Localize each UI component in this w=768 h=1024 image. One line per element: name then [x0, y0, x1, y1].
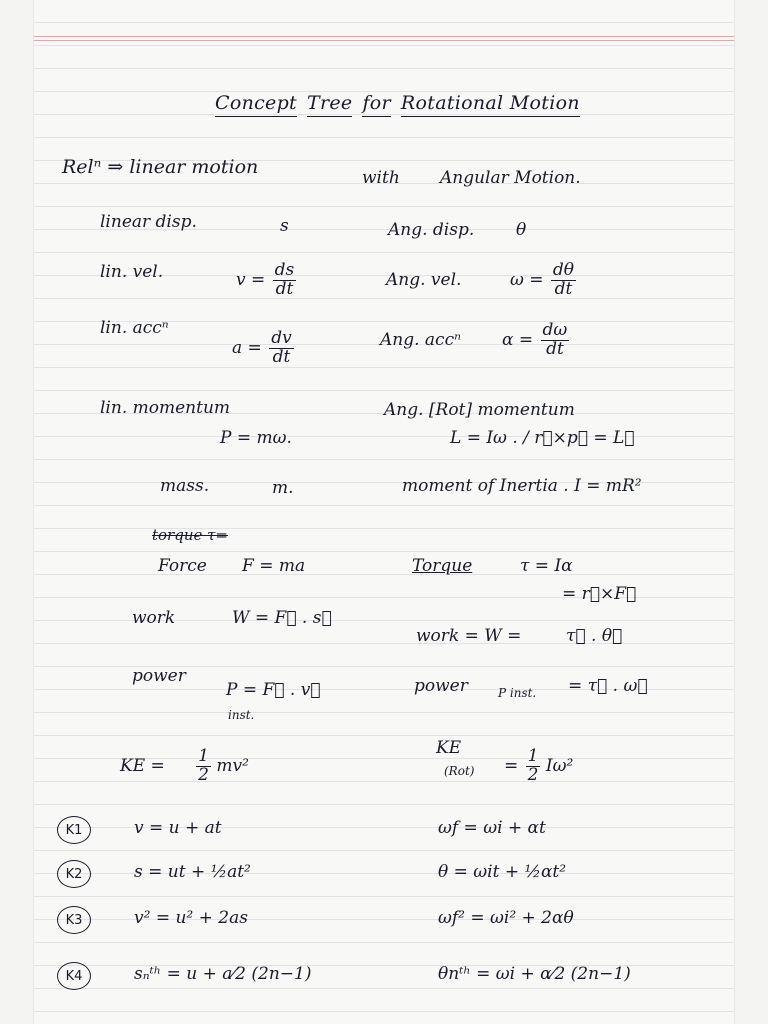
work-value: W = F⃗ . s⃗	[232, 608, 332, 628]
power-sub: inst.	[228, 708, 255, 722]
linear-disp-value: s	[280, 216, 289, 236]
kinematic-angular: θ = ωit + ½αt²	[438, 862, 567, 882]
lin-vel-label: lin. vel.	[100, 262, 164, 282]
rot-power-value: = τ⃗ . ω⃗	[568, 676, 648, 696]
lin-vel-lhs: v =	[236, 269, 266, 290]
kinematic-angular: ωf = ωi + αt	[438, 818, 546, 838]
ang-acc-eq	[502, 322, 569, 359]
numerator: 1	[198, 746, 209, 766]
lin-vel-eq	[236, 262, 296, 299]
ang-momentum-value: L = Iω . / r⃗×p⃗ = L⃗	[450, 428, 635, 448]
ang-acc-fraction	[541, 322, 570, 359]
kinematic-linear: s = ut + ½at²	[134, 862, 251, 882]
margin-line	[34, 40, 734, 41]
header-right: Angular Motion.	[440, 168, 581, 188]
denominator: dt	[546, 338, 564, 359]
numerator: dω	[542, 320, 568, 340]
mass-label: mass.	[160, 476, 210, 496]
struck-torque: torque τ=	[152, 526, 229, 544]
numerator: 1	[527, 746, 539, 766]
ke-rest: mv²	[216, 755, 249, 776]
title-word: Concept	[215, 92, 297, 117]
ang-vel-fraction	[551, 262, 576, 299]
rot-ke-rest: Iω²	[545, 755, 574, 776]
kinematic-tag: K1	[57, 816, 91, 844]
lin-acc-fraction	[269, 330, 294, 367]
ke-eq	[120, 748, 249, 785]
lin-vel-fraction	[273, 262, 297, 299]
rot-ke-fraction	[526, 748, 541, 785]
kinematic-linear: v = u + at	[134, 818, 222, 838]
numerator: ds	[274, 260, 295, 280]
lin-acc-label: lin. accⁿ	[100, 318, 169, 338]
kinematic-linear: sₙᵗʰ = u + a⁄2 (2n−1)	[134, 964, 312, 984]
rot-ke-lhs: KE	[436, 738, 462, 758]
kinematic-angular: ωf² = ωi² + 2αθ	[438, 908, 574, 928]
denominator: 2	[198, 764, 209, 785]
kinematic-tag: K2	[57, 860, 91, 888]
kinematic-tag: K4	[57, 962, 91, 990]
ang-disp-label: Ang. disp.	[388, 220, 475, 240]
lin-momentum-label: lin. momentum	[100, 398, 231, 418]
ang-momentum-label: Ang. [Rot] momentum	[384, 400, 575, 420]
denominator: 2	[527, 764, 539, 785]
rot-ke-eq	[504, 748, 573, 785]
kinematic-tag: K3	[57, 906, 91, 934]
lin-acc-eq	[232, 330, 294, 367]
title-word: Rotational Motion	[401, 92, 580, 117]
ang-disp-value: θ	[516, 220, 527, 240]
denominator: dt	[275, 278, 294, 299]
kinematic-angular: θnᵗʰ = ωi + α⁄2 (2n−1)	[438, 964, 631, 984]
ang-acc-label: Ang. accⁿ	[380, 330, 461, 350]
force-label: Force	[158, 556, 207, 576]
rot-work-label: work = W =	[416, 626, 522, 646]
denominator: dt	[272, 346, 291, 367]
ang-vel-lhs: ω =	[510, 269, 544, 290]
title-word: for	[362, 92, 390, 117]
ang-vel-eq	[510, 262, 576, 299]
lin-momentum-value: P = mω.	[220, 428, 292, 448]
rot-power-label: power	[414, 676, 468, 696]
ke-fraction	[196, 748, 211, 785]
ang-vel-label: Ang. vel.	[386, 270, 462, 290]
torque-label: Torque	[412, 556, 473, 576]
power-label: power	[132, 666, 186, 686]
ang-acc-lhs: α =	[502, 329, 534, 350]
margin-line	[34, 36, 734, 37]
torque-cross: = r⃗×F⃗	[562, 584, 637, 604]
page-title	[215, 92, 590, 114]
linear-disp-label: linear disp.	[100, 212, 197, 232]
header-mid: with	[362, 168, 400, 188]
kinematic-linear: v² = u² + 2as	[134, 908, 248, 928]
moment-of-inertia: moment of Inertia . I = mR²	[402, 476, 642, 496]
numerator: dv	[271, 328, 292, 348]
rot-power-sub: P inst.	[498, 686, 537, 700]
title-word: Tree	[307, 92, 352, 117]
work-label: work	[132, 608, 176, 628]
force-value: F = ma	[242, 556, 306, 576]
numerator: dθ	[552, 260, 575, 280]
denominator: dt	[554, 278, 573, 299]
rot-work-value: τ⃗ . θ⃗	[566, 626, 623, 646]
header-left: Relⁿ ⇒ linear motion	[62, 156, 259, 178]
torque-value: τ = Iα	[520, 556, 573, 576]
power-value: P = F⃗ . v⃗	[226, 680, 321, 700]
rot-ke-equals: =	[504, 755, 519, 776]
rot-ke-sub: (Rot)	[444, 764, 475, 778]
mass-value: m.	[272, 478, 294, 498]
lin-acc-lhs: a =	[232, 337, 262, 358]
ke-lhs: KE =	[120, 755, 165, 776]
